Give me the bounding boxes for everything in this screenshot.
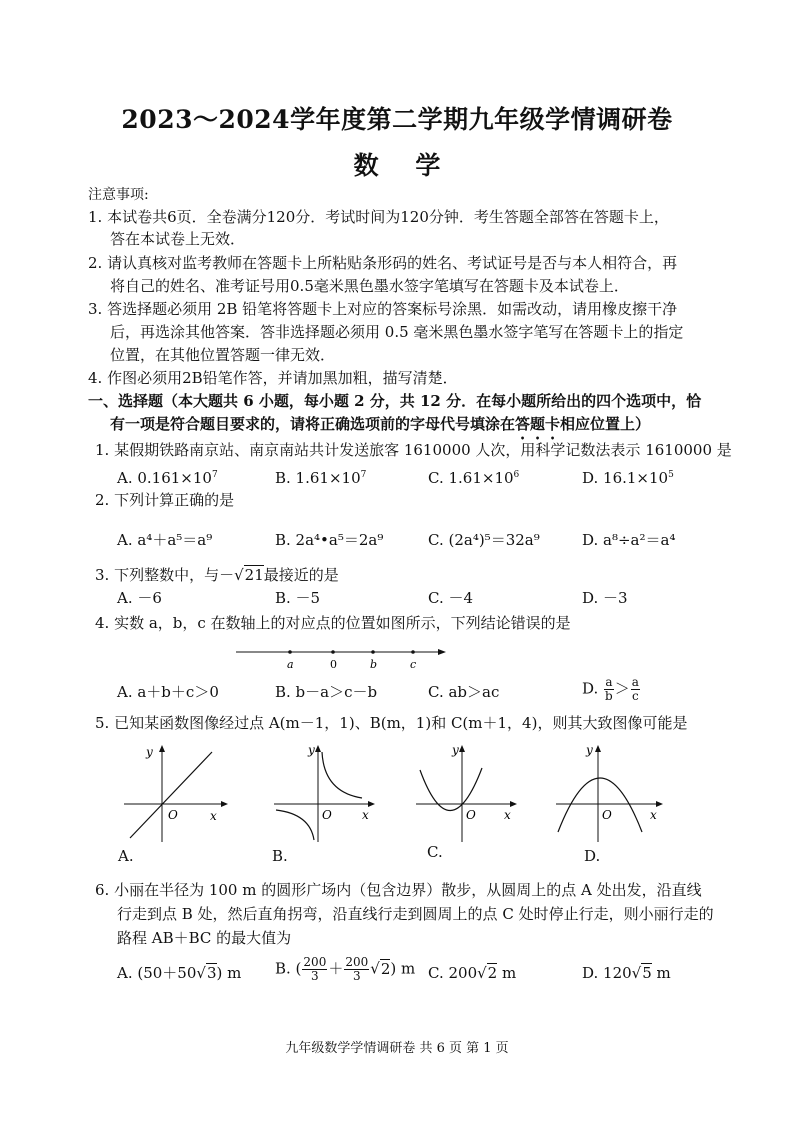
sqrt-sign: √ (631, 964, 642, 982)
x-label: x (650, 808, 657, 822)
q1-option-a-exp: 7 (211, 470, 218, 480)
note-1-cont: 答在本试卷上无效． (110, 230, 246, 248)
point-c (411, 650, 415, 654)
hyperbola-branch-left (276, 810, 314, 840)
q2-option-d: D. a⁸÷a²＝a⁴ (582, 531, 676, 549)
y-axis-arrow (159, 745, 165, 752)
note-3-cont2: 位置，在其他位置答题一律无效． (110, 346, 336, 364)
graph-a (120, 742, 230, 842)
x-axis-arrow (656, 801, 663, 807)
x-axis-arrow (510, 801, 517, 807)
greater-than: ＞ (614, 679, 630, 698)
plus: ＋ (328, 959, 344, 978)
hyperbola-branch-right (322, 752, 362, 798)
x-axis-arrow (221, 801, 228, 807)
q6-option-d (582, 963, 671, 983)
x-label: x (504, 808, 511, 822)
q1-option-c (428, 468, 519, 488)
q2-option-c: C. (2a⁴)⁵＝32a⁹ (428, 531, 540, 549)
graph-d-label: D. (584, 847, 601, 865)
q6-b-radicand: 2 (380, 959, 391, 978)
section-heading-line2 (110, 414, 650, 443)
section-heading-end: 相应位置上） (560, 415, 651, 433)
frac-den: 3 (352, 969, 361, 983)
sqrt-sign: √ (196, 964, 206, 982)
q3-stem (95, 565, 339, 585)
fraction-200-3 (302, 956, 327, 983)
frac-num: 200 (345, 955, 369, 969)
q4-option-b: B. b－a＞c－b (275, 683, 378, 701)
origin-label: O (602, 808, 612, 822)
page-title: 2023～2024学年度第二学期九年级学情调研卷 (121, 105, 673, 134)
label-a: a (287, 658, 294, 671)
q4-option-d-label: D. (582, 679, 599, 698)
q6-option-a (117, 963, 241, 983)
fraction-a-over-c (631, 676, 640, 703)
number-line-arrow (438, 649, 446, 655)
subject-title: 数 学 (353, 151, 455, 180)
y-label: y (586, 743, 593, 757)
frac-den: b (605, 689, 613, 703)
graph-c-label: C. (427, 843, 443, 861)
label-zero: 0 (330, 658, 337, 671)
q6-option-c (428, 963, 516, 983)
q3-radicand: 21 (244, 566, 264, 584)
label-b: b (370, 658, 378, 671)
q6-d-post: m (651, 964, 671, 982)
q3-option-d: D. －3 (582, 589, 628, 607)
parabola-down (558, 778, 642, 832)
q6-line2: 行走到点 B 处，然后直角拐弯，沿直线行走到圆周上的点 C 处时停止行走，则小丽行走的 (117, 905, 714, 923)
origin-label: O (466, 808, 476, 822)
q3-stem-text: 3. 下列整数中，与－ (95, 566, 235, 584)
label-c: c (410, 658, 417, 671)
graph-d (552, 742, 670, 842)
q1-option-d-exp: 5 (668, 470, 674, 480)
x-label: x (210, 809, 217, 823)
graph-b (270, 742, 380, 842)
q4-option-d (582, 676, 641, 703)
q6-a-radicand: 3 (206, 964, 217, 982)
sqrt-sign: √ (477, 964, 487, 982)
q1-option-b-exp: 7 (360, 470, 367, 480)
q4-option-c: C. ab＞ac (428, 683, 500, 701)
q1-option-a (117, 468, 218, 488)
q1-option-c-exp: 6 (513, 470, 520, 480)
number-line-figure (230, 640, 450, 674)
q6-b-post: ) m (390, 959, 416, 978)
point-zero (331, 650, 335, 654)
q6-line3: 路程 AB＋BC 的最大值为 (117, 929, 292, 947)
q1-option-b (275, 468, 366, 488)
graph-b-label: B. (272, 847, 288, 865)
origin-label: O (168, 808, 178, 822)
q1-option-d (582, 468, 674, 488)
point-a (288, 650, 292, 654)
q6-option-b (275, 956, 415, 983)
graph-a-label: A. (118, 847, 134, 865)
q6-b-pre: B. ( (275, 959, 302, 978)
graph-c (412, 742, 522, 842)
q6-c-pre: C. 200 (428, 964, 478, 982)
frac-num: 200 (303, 955, 327, 969)
y-axis-arrow (459, 745, 465, 752)
q1-option-c-text: C. 1.61×10 (428, 469, 514, 487)
fraction-200-3 (344, 956, 369, 983)
answer-card-emphasis: 答题卡 (515, 415, 561, 433)
q2-option-b: B. 2a⁴•a⁵＝2a⁹ (275, 531, 384, 549)
q4-stem: 4. 实数 a，b，c 在数轴上的对应点的位置如图所示，下列结论错误的是 (95, 614, 571, 632)
linear-graph (130, 752, 212, 838)
q6-d-pre: D. 120 (582, 964, 632, 982)
section-heading-text: 有一项是符合题目要求的，请将正确选项前的字母代号填涂在 (110, 415, 516, 433)
frac-den: c (631, 689, 639, 703)
note-3: 3. 答选择题必须用 2B 铅笔将答题卡上对应的答案标号涂黑．如需改动，请用橡皮擦干净 (88, 300, 678, 318)
q4-option-a: A. a＋b＋c＞0 (117, 683, 219, 701)
q1-option-d-text: D. 16.1×10 (582, 469, 669, 487)
q6-line1: 6. 小丽在半径为 100 m 的圆形广场内（包含边界）散步，从圆周上的点 A 处出发，沿直线 (95, 881, 702, 899)
point-b (371, 650, 375, 654)
q2-option-a: A. a⁴＋a⁵＝a⁹ (117, 531, 213, 549)
frac-den: 3 (311, 969, 319, 983)
q3-option-b: B. －5 (275, 589, 321, 607)
q1-stem: 1. 某假期铁路南京站、南京南站共计发送旅客 1610000 人次，用科学记数法表示 1610000 是 (95, 441, 732, 459)
sqrt-sign: √ (370, 959, 380, 978)
y-axis-arrow (315, 745, 321, 752)
y-label: y (452, 743, 459, 757)
frac-num: a (631, 675, 639, 689)
origin-label: O (322, 808, 332, 822)
sqrt-sign: √ (234, 566, 244, 584)
q2-stem: 2. 下列计算正确的是 (95, 491, 235, 509)
notes-heading: 注意事项: (88, 187, 149, 203)
q6-c-post: m (497, 964, 517, 982)
page-footer: 九年级数学学情调研卷 共 6 页 第 1 页 (285, 1041, 509, 1056)
q3-option-c: C. －4 (428, 589, 474, 607)
note-2: 2. 请认真核对监考教师在答题卡上所粘贴条形码的姓名、考试证号是否与本人相符合，再 (88, 254, 678, 272)
note-4: 4. 作图必须用2B铅笔作答，并请加黑加粗，描写清楚． (88, 369, 458, 387)
q3-stem-end: 最接近的是 (263, 566, 339, 584)
q6-d-radicand: 5 (642, 964, 652, 982)
q6-c-radicand: 2 (487, 964, 498, 982)
q6-a-post: ) m (216, 964, 242, 982)
x-label: x (362, 808, 369, 822)
q6-a-pre: A. (50＋50 (117, 964, 197, 982)
q5-stem: 5. 已知某函数图像经过点 A(m－1，1)、B(m，1)和 C(m＋1，4)，则其大致图像可能是 (95, 714, 688, 732)
q1-option-a-text: A. 0.161×10 (117, 469, 212, 487)
note-3-cont1: 后，再选涂其他答案．答非选择题必须用 0.5 毫米黑色墨水签字笔写在答题卡上的指定 (110, 323, 684, 341)
y-axis-arrow (595, 745, 601, 752)
fraction-a-over-b (604, 676, 614, 703)
frac-num: a (605, 675, 613, 689)
q3-option-a: A. －6 (117, 589, 162, 607)
y-label: y (308, 743, 315, 757)
q1-option-b-text: B. 1.61×10 (275, 469, 361, 487)
note-1: 1. 本试卷共6页．全卷满分120分．考试时间为120分钟．考生答题全部答在答题卡上， (88, 208, 669, 226)
section-heading-line1: 一、选择题（本大题共 6 小题，每小题 2 分，共 12 分．在每小题所给出的四个选项中，恰 (88, 392, 702, 410)
y-label: y (146, 745, 153, 759)
x-axis-arrow (368, 801, 375, 807)
note-2-cont: 将自己的姓名、准考证号用0.5毫米黑色墨水签字笔填写在答题卡及本试卷上． (110, 277, 629, 295)
